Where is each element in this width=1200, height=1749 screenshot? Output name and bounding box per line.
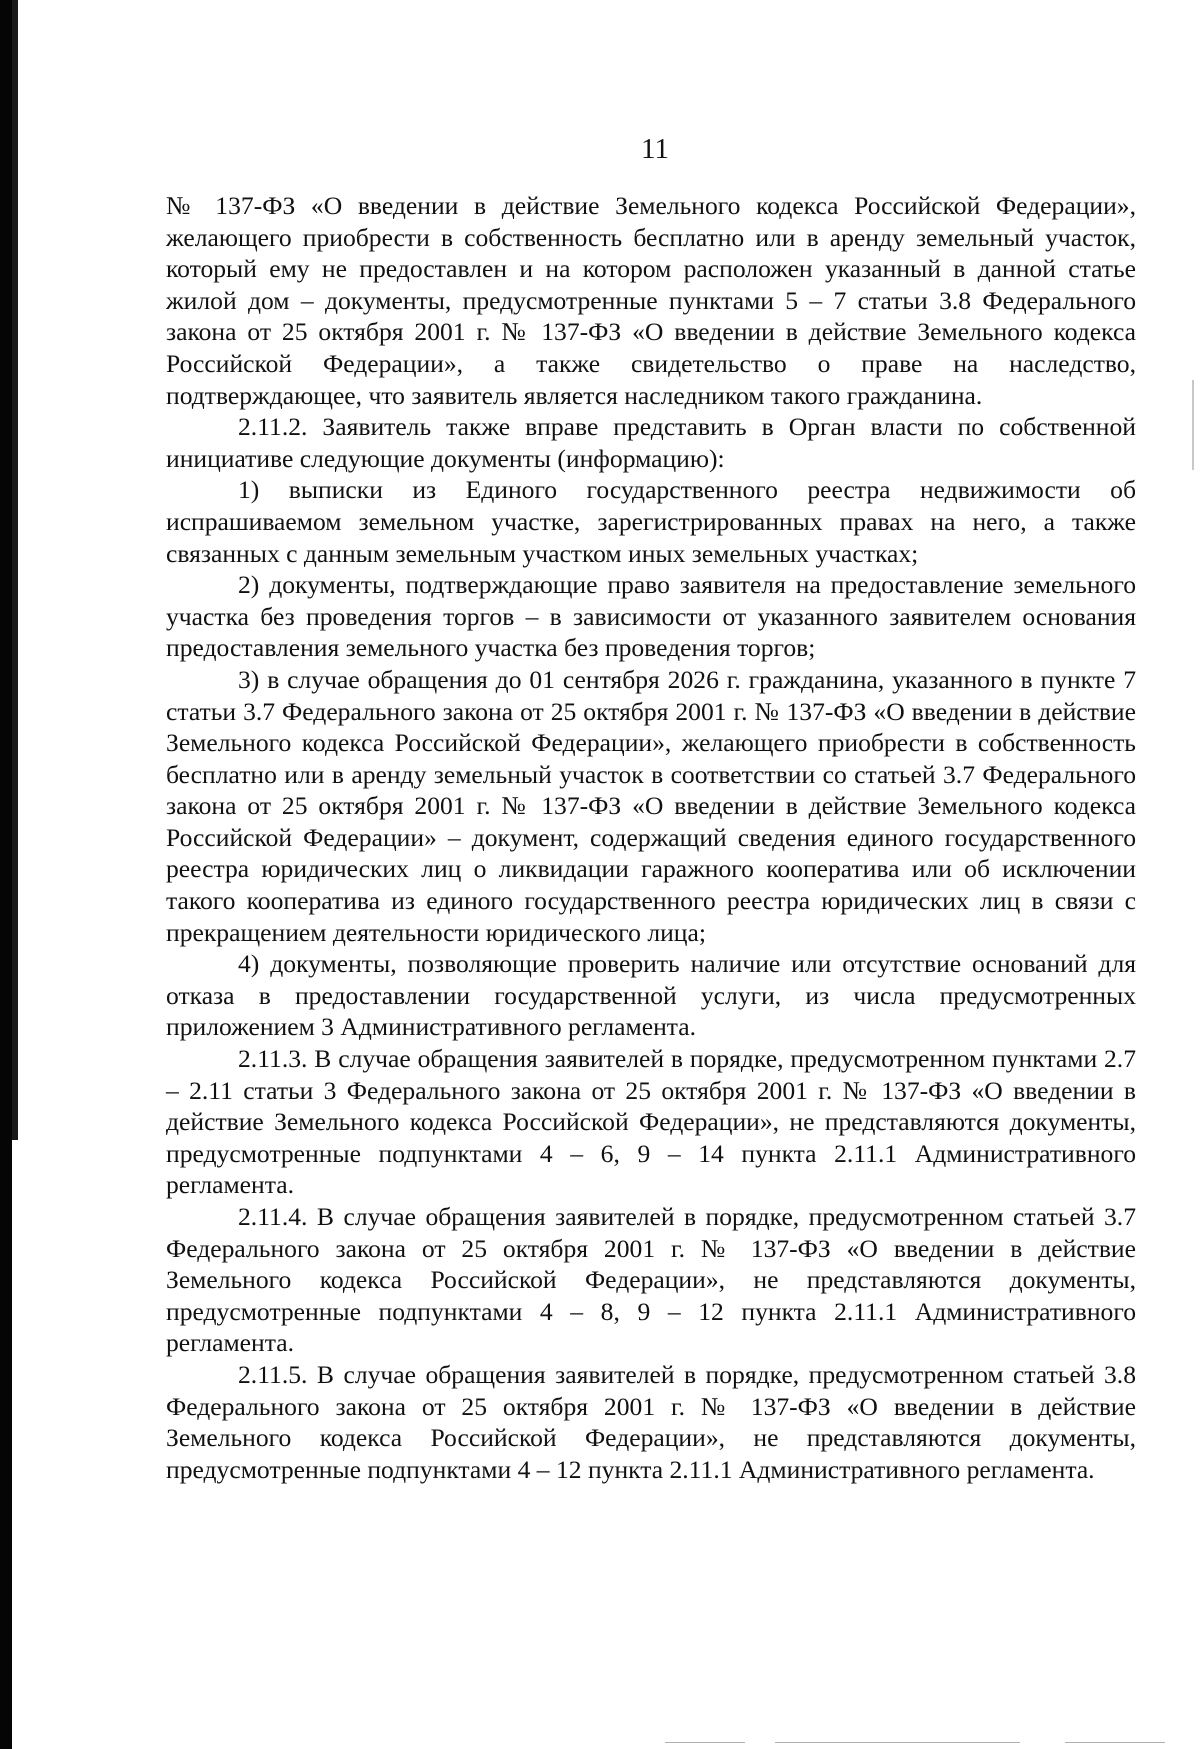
paragraph-2-11-2: 2.11.2. Заявитель также вправе представить в Орган власти по собственной инициативе следующие документы (информацию): <box>166 412 1136 473</box>
list-item-3: 3) в случае обращения до 01 сентября 2026 г. гражданина, указанного в пункте 7 статьи 3.7 Федерального закона от 25 октября 2001 г. № 137-ФЗ «О введении в действие Земельного кодекса Российской Федерации», желающего приобрести в собственность бесплатно или в аренду земельный участок в соответствии со статьей 3.7 Федерального закона от 25 октября 2001 г. № 137-ФЗ «О введении в действие Земельного кодекса Российской Федерации» – документ, содержащий сведения единого государственного реестра юридических лиц о ликвидации гаражного кооператива или об исключении такого кооператива из единого государственного реестра юридических лиц в связи с прекращением деятельности юридического лица; <box>166 664 1136 947</box>
scan-bottom-line <box>665 1742 745 1743</box>
paragraph-2-11-5: 2.11.5. В случае обращения заявителей в порядке, предусмотренном статьей 3.8 Федерального закона от 25 октября 2001 г. № 137-ФЗ «О введении в действие Земельного кодекса Российской Федерации», не представляются документы, предусмотренные подпунктами 4 – 12 пункта 2.11.1 Административного регламента. <box>166 1359 1136 1484</box>
paragraph-2-11-4: 2.11.4. В случае обращения заявителей в порядке, предусмотренном статьей 3.7 Федерального закона от 25 октября 2001 г. № 137-ФЗ «О введении в действие Земельного кодекса Российской Федерации», не представляются документы, предусмотренные подпунктами 4 – 8, 9 – 12 пункта 2.11.1 Административного регламента. <box>166 1202 1136 1358</box>
list-item-4: 4) документы, позволяющие проверить наличие или отсутствие оснований для отказа в предоставлении государственной услуги, из числа предусмотренных приложением 3 Административного регламента. <box>166 949 1136 1042</box>
page-number: 11 <box>641 133 669 165</box>
scan-edge-shadow-inner <box>12 0 18 1140</box>
paragraph-continuation: № 137-ФЗ «О введении в действие Земельного кодекса Российской Федерации», желающего приобрести в собственность бесплатно или в аренду земельный участок, который ему не предоставлен и на котором расположен указанный в данной статье жилой дом – документы, предусмотренные пунктами 5 – 7 статьи 3.8 Федерального закона от 25 октября 2001 г. № 137-ФЗ «О введении в действие Земельного кодекса Российской Федерации», а также свидетельство о праве на наследство, подтверждающее, что заявитель является наследником такого гражданина. <box>166 191 1136 410</box>
scan-edge-shadow <box>0 0 12 1749</box>
document-body <box>166 190 1136 1485</box>
scan-bottom-line <box>1065 1742 1165 1743</box>
paragraph-2-11-3: 2.11.3. В случае обращения заявителей в порядке, предусмотренном пунктами 2.7 – 2.11 статьи 3 Федерального закона от 25 октября 2001 г. № 137-ФЗ «О введении в действие Земельного кодекса Российской Федерации», не представляются документы, предусмотренные подпунктами 4 – 6, 9 – 14 пункта 2.11.1 Административного регламента. <box>166 1044 1136 1200</box>
scan-margin-mark <box>1192 380 1194 470</box>
list-item-2: 2) документы, подтверждающие право заявителя на предоставление земельного участка без проведения торгов – в зависимости от указанного заявителем основания предоставления земельного участка без проведения торгов; <box>166 570 1136 663</box>
scan-bottom-line <box>775 1742 1020 1743</box>
list-item-1: 1) выписки из Единого государственного реестра недвижимости об испрашиваемом земельном участке, зарегистрированных правах на него, а также связанных с данным земельным участком иных земельных участках; <box>166 475 1136 568</box>
